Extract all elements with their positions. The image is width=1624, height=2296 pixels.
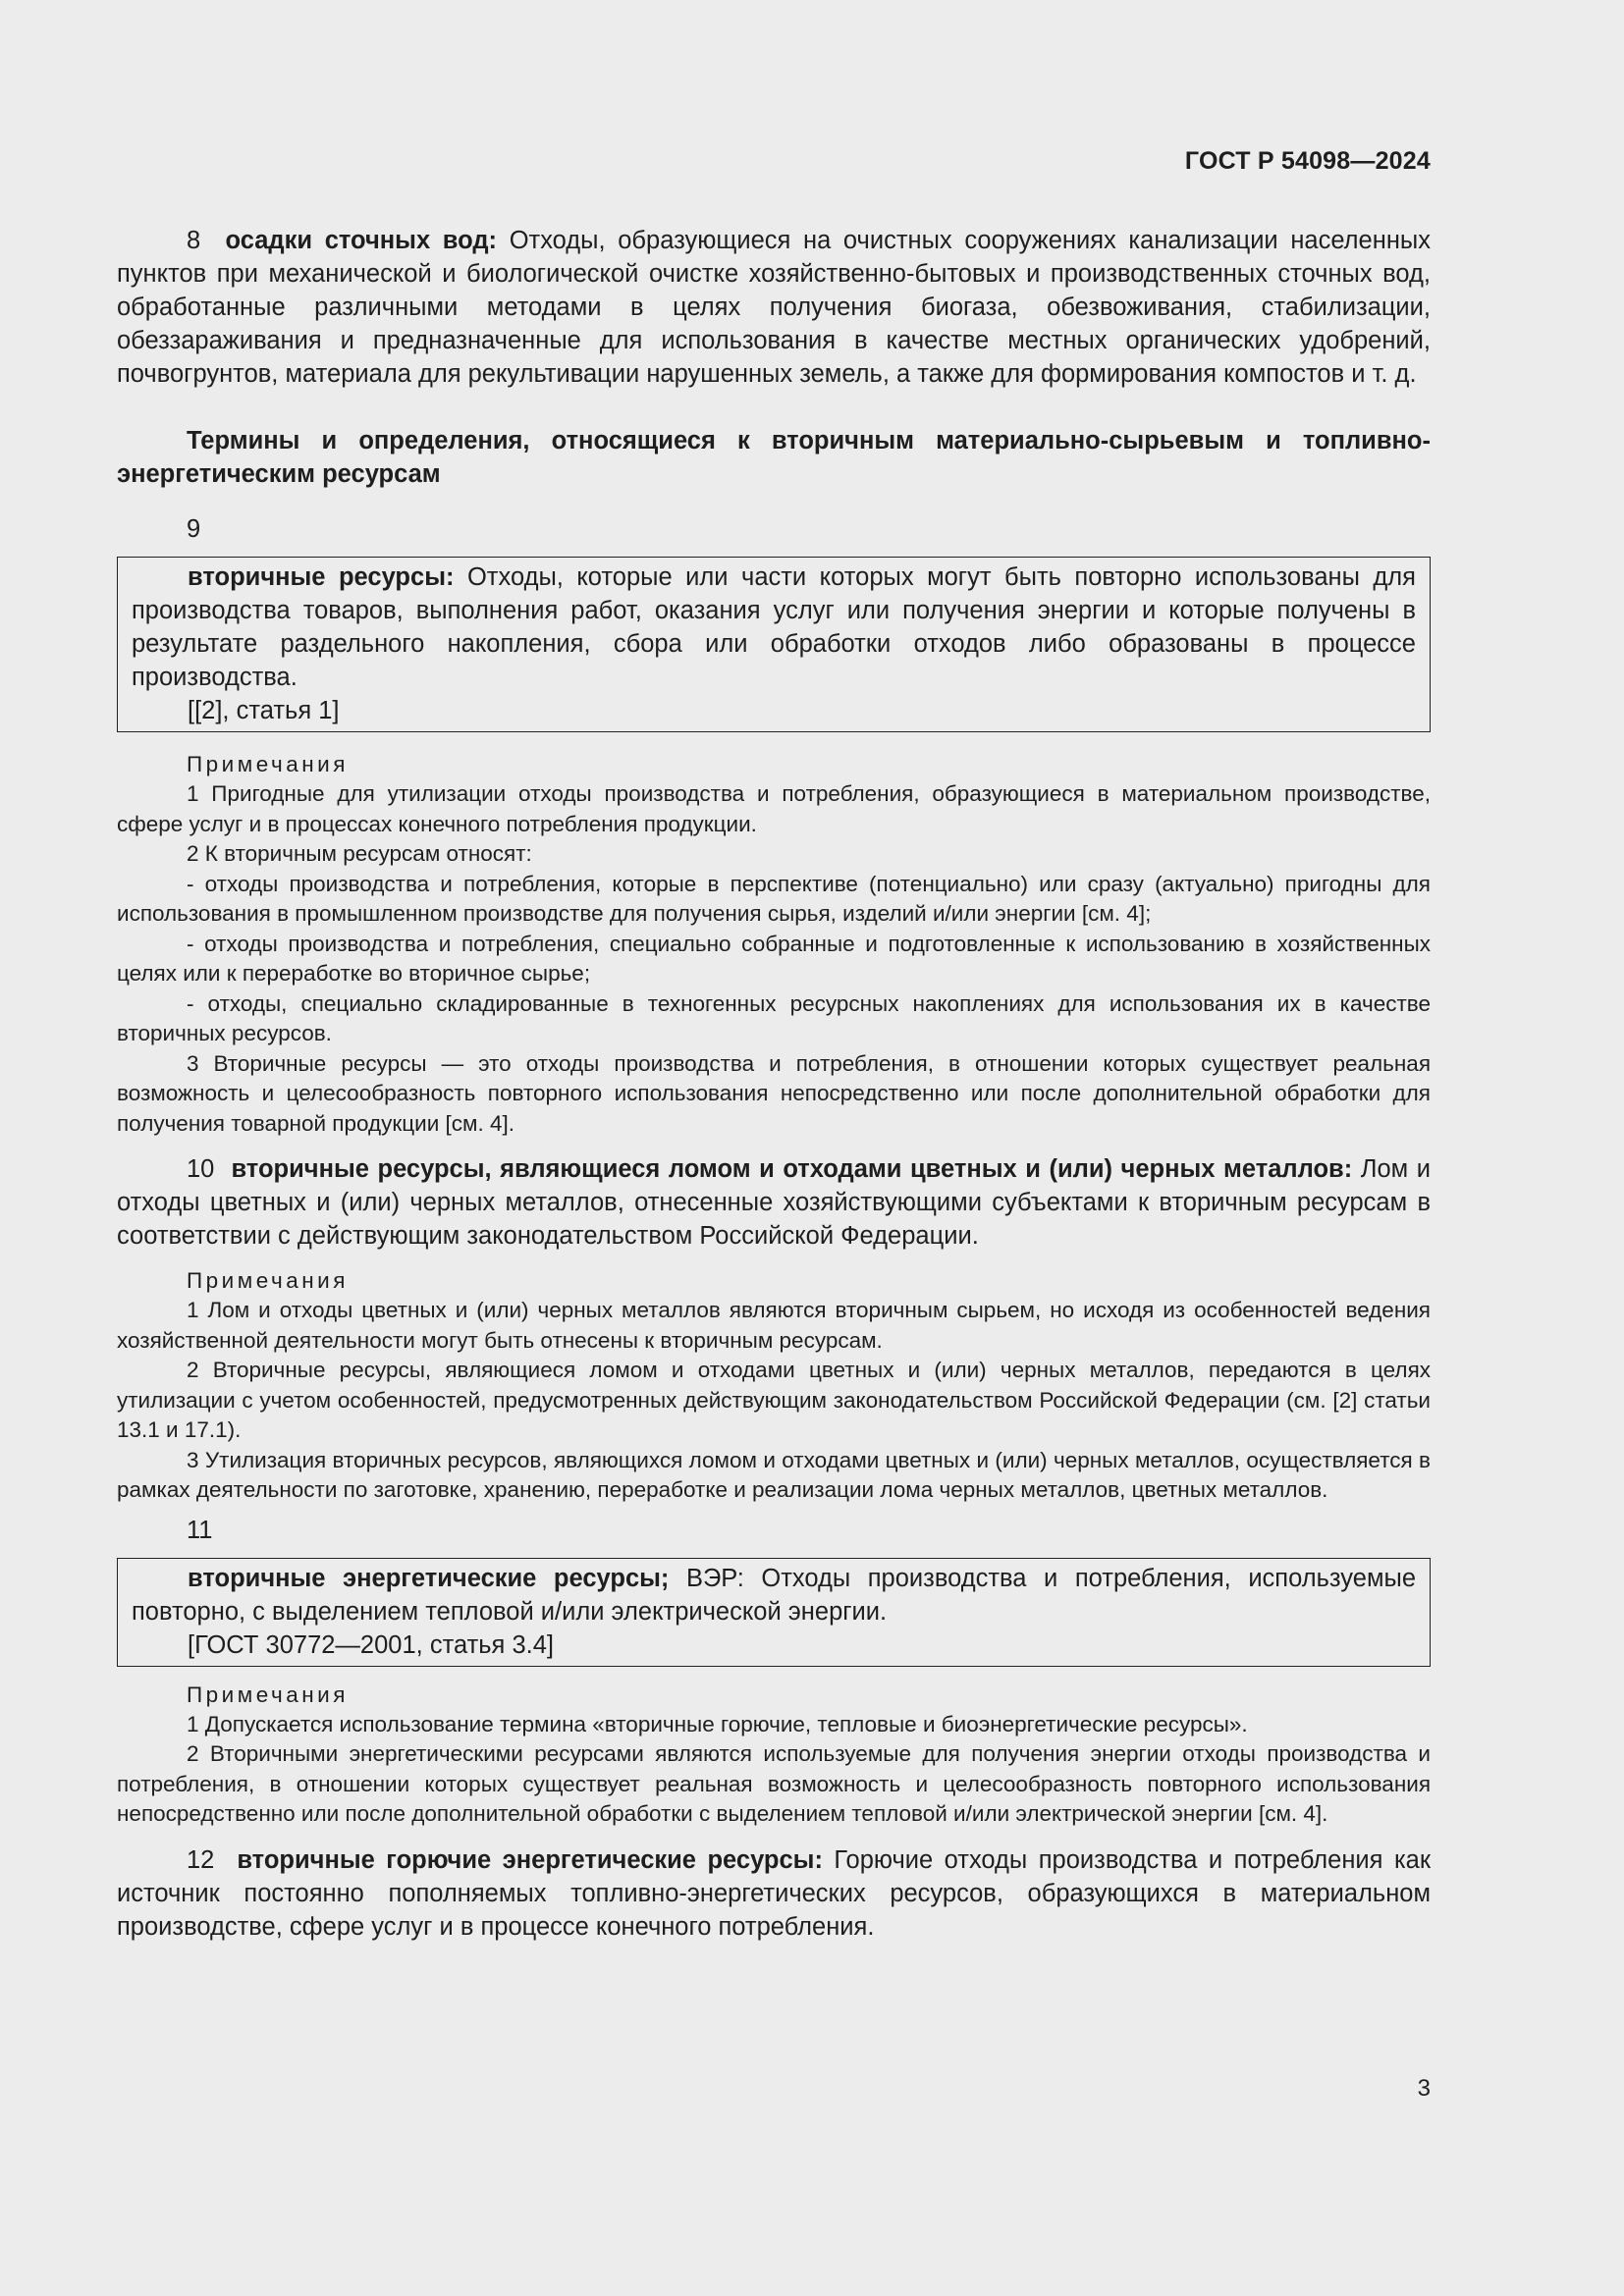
term-9-note: 1 Пригодные для утилизации отходы производства и потребления, образующиеся в материальном производстве, сфере услуг и в процессах конечного потребления продукции. — [117, 781, 1431, 836]
term-9-definition: Отходы, которые или части которых могут быть повторно использованы для производства товаров, выполнения работ, оказания услуг или получения энергии и которые получены в результате раздельного накопления, сбора или обработки отходов либо образованы в процессе производства. — [132, 563, 1416, 691]
term-9-paragraph — [132, 561, 1416, 694]
page-number: 3 — [1417, 2075, 1431, 2102]
term-11-paragraph — [132, 1562, 1416, 1629]
term-10-note: 3 Утилизация вторичных ресурсов, являющихся ломом и отходами цветных и (или) черных металлов, осуществляется в рамках деятельности по заготовке, хранению, переработке и реализации лома черных металлов, цветных металлов. — [117, 1447, 1431, 1502]
term-11-term: вторичные энергетические ресурсы; — [188, 1564, 670, 1592]
term-12-number: 12 — [187, 1845, 215, 1874]
term-9-note: - отходы производства и потребления, которые в перспективе (потенциально) или сразу (актуально) пригодны для использования в промышленном производстве для получения сырья, изделий и/или энергии [см. 4]; — [117, 871, 1431, 926]
term-12-term: вторичные горючие энергетические ресурсы: — [237, 1845, 823, 1874]
section-heading: Термины и определения, относящиеся к вторичным материально-сырьевым и топливно-энергетическим ресурсам — [117, 427, 1431, 488]
term-11-notes-title: Примечания — [187, 1682, 349, 1707]
term-11-note: 2 Вторичными энергетическими ресурсами являются используемые для получения энергии отходы производства и потребления, в отношении которых существует реальная возможность и целесообразность повторного использования непосредственно или после дополнительной обработки с выделением тепловой и/или электрической энергии [см. 4]. — [117, 1741, 1431, 1826]
term-11-definition: ВЭР: Отходы производства и потребления, используемые повторно, с выделением тепловой и/или электрической энергии. — [132, 1564, 1416, 1626]
term-8-paragraph — [117, 224, 1431, 391]
term-8-number: 8 — [187, 227, 201, 254]
term-9-note: - отходы производства и потребления, специально собранные и подготовленные к использованию в хозяйственных целях или к переработке во вторичное сырье; — [117, 931, 1431, 986]
term-8-term: осадки сточных вод: — [225, 227, 498, 254]
term-11-source: [ГОСТ 30772—2001, статья 3.4] — [188, 1630, 554, 1659]
term-12-definition: Горючие отходы производства и потребления как источник постоянно пополняемых топливно-энергетических ресурсов, образующихся в материальном производстве, сфере услуг и в процессе конечного потребления. — [117, 1845, 1432, 1941]
term-9-number: 9 — [187, 515, 201, 543]
term-10-note: 1 Лом и отходы цветных и (или) черных металлов являются вторичным сырьем, но исходя из особенностей ведения хозяйственной деятельности могут быть отнесены к вторичным ресурсам. — [117, 1298, 1431, 1353]
term-12-paragraph — [117, 1843, 1431, 1944]
term-10-definition: Лом и отходы цветных и (или) черных металлов, отнесенные хозяйствующими субъектами к вторичным ресурсам в соответствии с действующим законодательством Российской Федерации. — [117, 1155, 1431, 1250]
term-8-definition: Отходы, образующиеся на очистных сооружениях канализации населенных пунктов при механической и биологической очистке хозяйственно-бытовых и производственных сточных вод, обработанные различными методами в целях получения биогаза, обезвоживания, стабилизации, обеззараживания и предназначенные для использования в качестве местных органических удобрений, почвогрунтов, материала для рекультивации нарушенных земель, а также для формирования компостов и т. д. — [117, 227, 1431, 388]
term-9-note: - отходы, специально складированные в техногенных ресурсных накоплениях для использования их в качестве вторичных ресурсов. — [117, 990, 1431, 1045]
term-9-source: [[2], статья 1] — [188, 697, 340, 724]
term-10-number: 10 — [187, 1155, 215, 1183]
term-10-paragraph — [117, 1152, 1431, 1253]
term-11-note: 1 Допускается использование термина «вторичные горючие, тепловые и биоэнергетические ресурсы». — [187, 1711, 1248, 1736]
term-10-notes-title: Примечания — [187, 1268, 349, 1293]
term-9-note: 2 К вторичным ресурсам относят: — [187, 841, 532, 866]
term-10-term: вторичные ресурсы, являющиеся ломом и отходами цветных и (или) черных металлов: — [231, 1155, 1353, 1183]
term-9-note: 3 Вторичные ресурсы — это отходы производства и потребления, в отношении которых существует реальная возможность и целесообразность повторного использования непосредственно или после дополнительной обработки для получения товарной продукции [см. 4]. — [117, 1050, 1431, 1136]
term-10-note: 2 Вторичные ресурсы, являющиеся ломом и отходами цветных и (или) черных металлов, передаются в целях утилизации с учетом особенностей, предусмотренных действующим законодательством Российской Федерации (см. [2] статьи 13.1 и 17.1). — [117, 1358, 1431, 1442]
page-content — [117, 224, 1431, 1944]
term-9-term: вторичные ресурсы: — [188, 563, 455, 591]
term-11-number: 11 — [187, 1516, 213, 1544]
term-9-notes-title: Примечания — [187, 752, 349, 776]
document-header: ГОСТ Р 54098—2024 — [1184, 147, 1431, 175]
term-11-definition-box — [117, 1558, 1431, 1667]
term-9-definition-box — [117, 557, 1431, 732]
